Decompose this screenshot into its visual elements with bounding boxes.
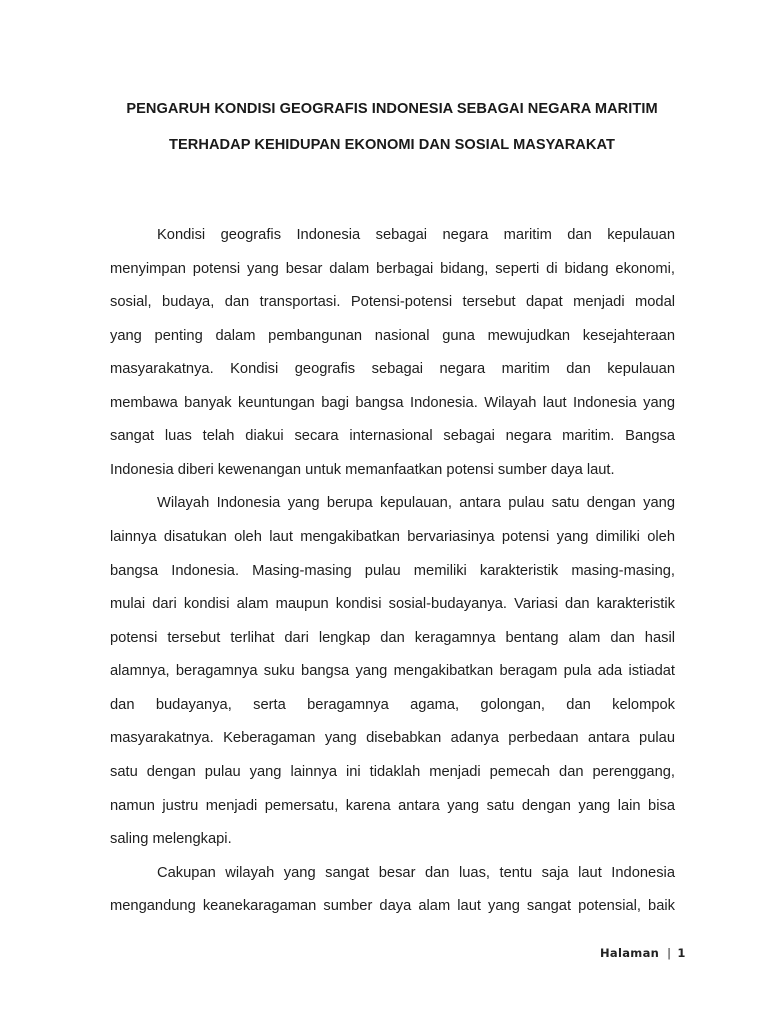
- document-title-line-1: PENGARUH KONDISI GEOGRAFIS INDONESIA SEBAGAI NEGARA MARITIM: [126, 101, 658, 117]
- paragraph-line: saling melengkapi.: [110, 831, 232, 847]
- paragraph-line: Indonesia diberi kewenangan untuk memanfaatkan potensi sumber daya laut.: [110, 462, 615, 478]
- paragraph-line: Cakupan wilayah yang sangat besar dan luas, tentu saja laut Indonesia: [157, 865, 675, 881]
- paragraph-line: sangat luas telah diakui secara internasional sebagai negara maritim. Bangsa: [110, 428, 675, 444]
- footer-separator: |: [667, 946, 672, 960]
- paragraph-line: bangsa Indonesia. Masing-masing pulau memiliki karakteristik masing-masing,: [110, 563, 675, 579]
- paragraph-line: menyimpan potensi yang besar dalam berbagai bidang, seperti di bidang ekonomi,: [110, 261, 675, 277]
- paragraph-line: satu dengan pulau yang lainnya ini tidaklah menjadi pemecah dan perenggang,: [110, 764, 675, 780]
- paragraph-line: mulai dari kondisi alam maupun kondisi sosial-budayanya. Variasi dan karakteristik: [110, 596, 675, 612]
- paragraph-line: masyarakatnya. Kondisi geografis sebagai negara maritim dan kepulauan: [110, 361, 675, 377]
- paragraph-line: dan budayanya, serta beragamnya agama, golongan, dan kelompok: [110, 697, 675, 713]
- page-footer: [600, 946, 686, 960]
- paragraph-line: sosial, budaya, dan transportasi. Potensi-potensi tersebut dapat menjadi modal: [110, 294, 675, 310]
- document-title-line-2: TERHADAP KEHIDUPAN EKONOMI DAN SOSIAL MASYARAKAT: [169, 137, 615, 153]
- paragraph-line: membawa banyak keuntungan bagi bangsa Indonesia. Wilayah laut Indonesia yang: [110, 395, 675, 411]
- paragraph-line: namun justru menjadi pemersatu, karena antara yang satu dengan yang lain bisa: [110, 798, 675, 814]
- paragraph-line: Wilayah Indonesia yang berupa kepulauan, antara pulau satu dengan yang: [157, 495, 675, 511]
- page-number: 1: [677, 946, 686, 960]
- paragraph-line: masyarakatnya. Keberagaman yang disebabkan adanya perbedaan antara pulau: [110, 730, 675, 746]
- paragraph-line: lainnya disatukan oleh laut mengakibatkan bervariasinya potensi yang dimiliki oleh: [110, 529, 675, 545]
- paragraph-line: potensi tersebut terlihat dari lengkap dan keragamnya bentang alam dan hasil: [110, 630, 675, 646]
- paragraph-line: mengandung keanekaragaman sumber daya alam laut yang sangat potensial, baik: [110, 898, 675, 914]
- footer-label: Halaman: [600, 946, 660, 960]
- paragraph-line: Kondisi geografis Indonesia sebagai negara maritim dan kepulauan: [157, 227, 675, 243]
- paragraph-line: yang penting dalam pembangunan nasional guna mewujudkan kesejahteraan: [110, 328, 675, 344]
- paragraph-line: alamnya, beragamnya suku bangsa yang mengakibatkan beragam pula ada istiadat: [110, 663, 675, 679]
